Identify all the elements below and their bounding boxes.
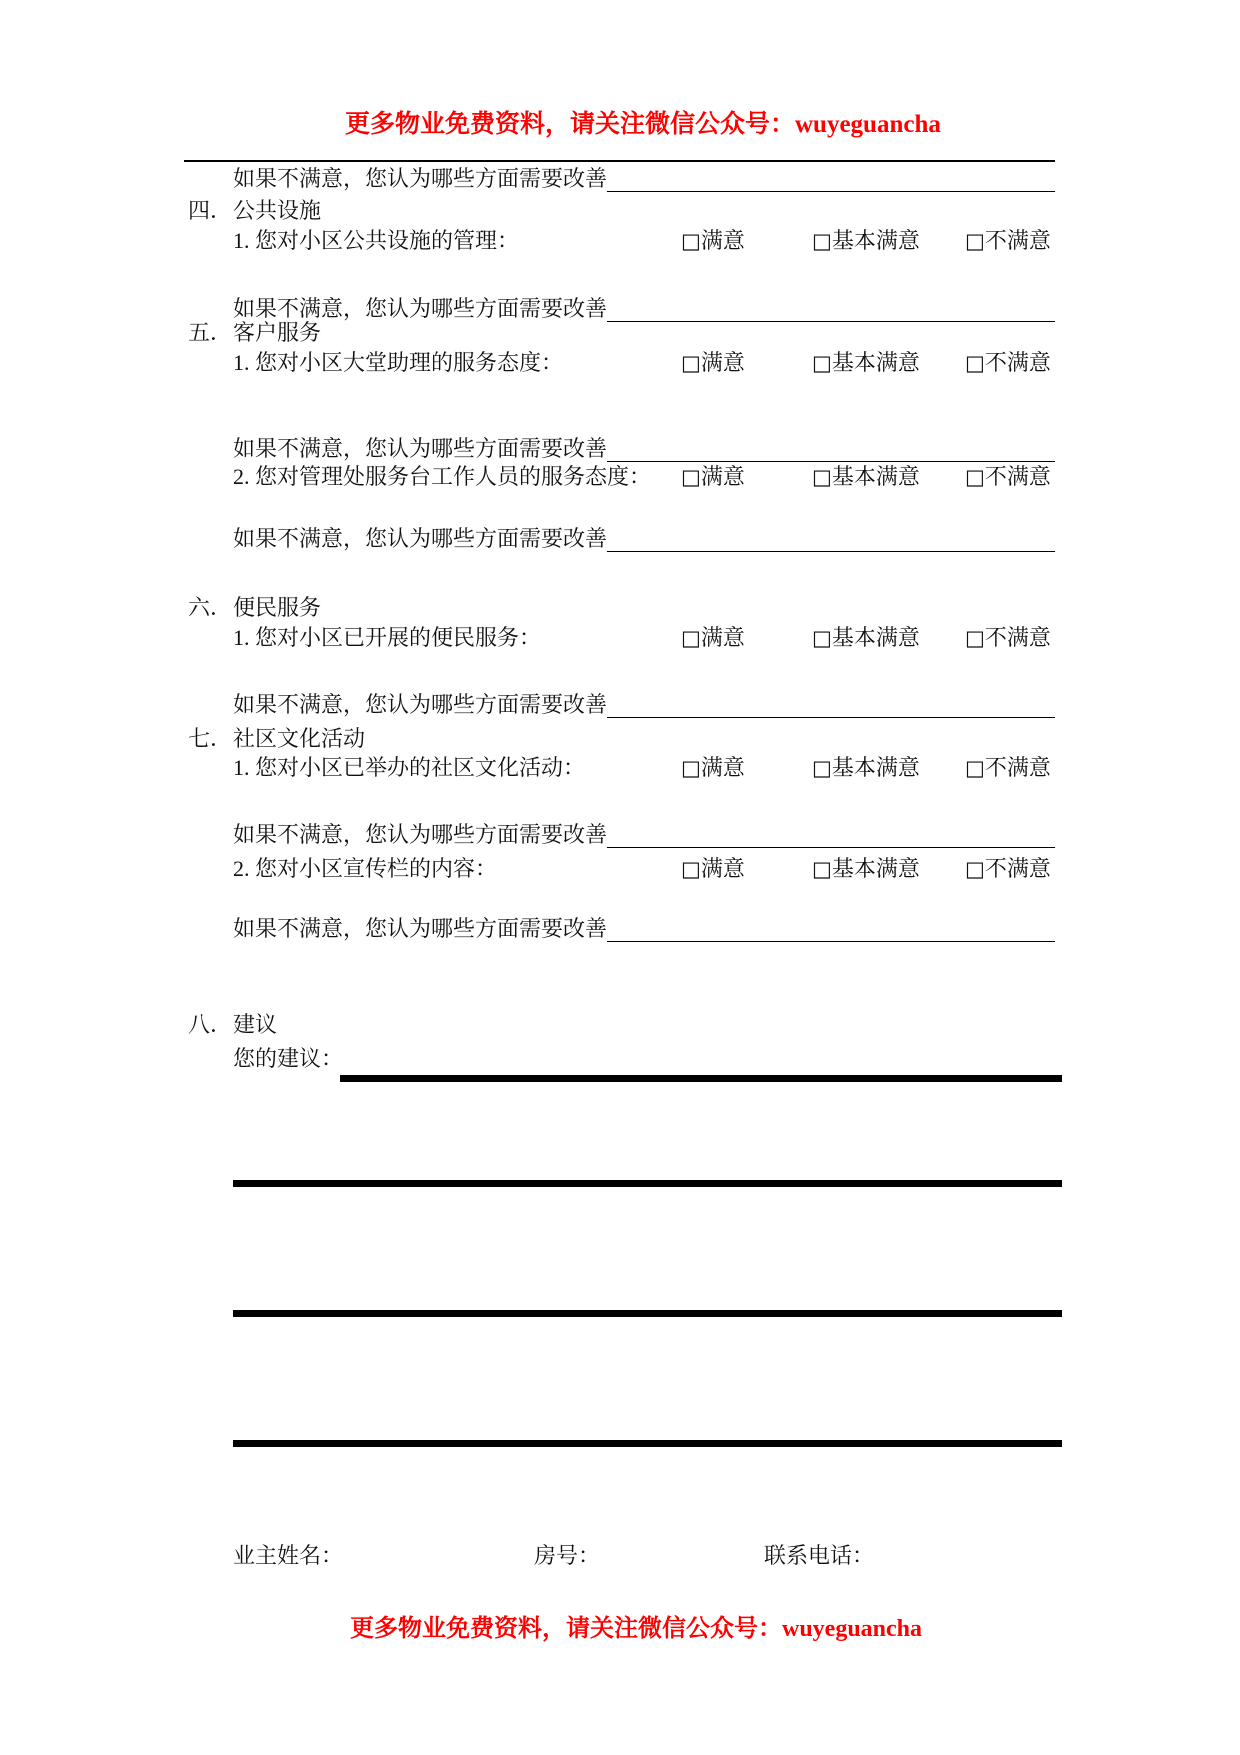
option-label: 满意: [700, 755, 745, 780]
header-promo-text: 更多物业免费资料，请关注微信公众号：wuyeguancha: [345, 111, 941, 138]
improve-prompt: 如果不满意，您认为哪些方面需要改善: [233, 916, 608, 941]
checkbox-option-satisfied[interactable]: [681, 228, 745, 254]
suggestion-line-2[interactable]: [233, 1180, 1062, 1187]
improve-row: [233, 436, 1055, 462]
checkbox-option-satisfied[interactable]: [681, 625, 745, 651]
checkbox-icon: □: [965, 756, 985, 780]
checkbox-icon: □: [681, 626, 701, 650]
checkbox-icon: □: [812, 351, 832, 375]
checkbox-option-satisfied[interactable]: [681, 755, 745, 781]
top-rule: [184, 160, 1055, 162]
checkbox-option-unsatisfied[interactable]: [965, 350, 1051, 376]
question-7-2: 2. 您对小区宣传栏的内容：: [233, 856, 498, 881]
improve-prompt: 如果不满意，您认为哪些方面需要改善: [233, 526, 608, 551]
option-label: 不满意: [984, 856, 1051, 881]
checkbox-icon: □: [681, 756, 701, 780]
option-label: 基本满意: [831, 350, 920, 375]
checkbox-icon: □: [681, 465, 701, 489]
checkbox-icon: □: [965, 229, 985, 253]
section-7-number: 七．: [188, 726, 233, 751]
question-5-1: 1. 您对小区大堂助理的服务态度：: [233, 350, 564, 375]
checkbox-icon: □: [812, 465, 832, 489]
room-no-label: 房号：: [534, 1543, 601, 1568]
option-label: 基本满意: [831, 228, 920, 253]
improve-blank[interactable]: [607, 919, 1055, 942]
option-label: 基本满意: [831, 755, 920, 780]
checkbox-icon: □: [965, 857, 985, 881]
improve-row: [233, 526, 1055, 552]
checkbox-option-unsatisfied[interactable]: [965, 625, 1051, 651]
improve-blank[interactable]: [607, 695, 1055, 718]
phone-label: 联系电话：: [764, 1543, 875, 1568]
improve-row: [233, 166, 1055, 192]
checkbox-option-basically-satisfied[interactable]: [812, 755, 920, 781]
question-5-2: 2. 您对管理处服务台工作人员的服务态度：: [233, 464, 652, 489]
improve-prompt: 如果不满意，您认为哪些方面需要改善: [233, 692, 608, 717]
section-8-number: 八．: [188, 1012, 233, 1037]
checkbox-icon: □: [681, 351, 701, 375]
section-4-title: 公共设施: [233, 198, 322, 223]
improve-prompt: 如果不满意，您认为哪些方面需要改善: [233, 436, 608, 461]
suggestion-label: 您的建议：: [233, 1046, 344, 1071]
improve-row: [233, 822, 1055, 848]
section-5-number: 五．: [188, 320, 233, 345]
checkbox-icon: □: [965, 465, 985, 489]
section-8-title: 建议: [233, 1012, 278, 1037]
section-7-title: 社区文化活动: [233, 726, 366, 751]
question-7-1: 1. 您对小区已举办的社区文化活动：: [233, 755, 586, 780]
option-label: 不满意: [984, 464, 1051, 489]
question-6-1: 1. 您对小区已开展的便民服务：: [233, 625, 542, 650]
checkbox-option-unsatisfied[interactable]: [965, 228, 1051, 254]
checkbox-option-basically-satisfied[interactable]: [812, 625, 920, 651]
checkbox-icon: □: [681, 229, 701, 253]
improve-prompt: 如果不满意，您认为哪些方面需要改善: [233, 822, 608, 847]
option-label: 不满意: [984, 755, 1051, 780]
checkbox-icon: □: [681, 857, 701, 881]
option-label: 满意: [700, 350, 745, 375]
improve-blank[interactable]: [607, 299, 1055, 322]
question-4-1: 1. 您对小区公共设施的管理：: [233, 228, 520, 253]
checkbox-option-satisfied[interactable]: [681, 856, 745, 882]
improve-row: [233, 692, 1055, 718]
improve-row: [233, 916, 1055, 942]
checkbox-icon: □: [812, 756, 832, 780]
section-6-title: 便民服务: [233, 595, 322, 620]
checkbox-icon: □: [965, 351, 985, 375]
suggestion-line-1[interactable]: [340, 1075, 1062, 1082]
checkbox-icon: □: [965, 626, 985, 650]
option-label: 不满意: [984, 228, 1051, 253]
checkbox-option-satisfied[interactable]: [681, 464, 745, 490]
section-4-number: 四．: [188, 198, 233, 223]
checkbox-icon: □: [812, 229, 832, 253]
checkbox-option-unsatisfied[interactable]: [965, 464, 1051, 490]
checkbox-option-basically-satisfied[interactable]: [812, 464, 920, 490]
checkbox-option-basically-satisfied[interactable]: [812, 228, 920, 254]
improve-prompt: 如果不满意，您认为哪些方面需要改善: [233, 166, 608, 191]
checkbox-icon: □: [812, 857, 832, 881]
improve-blank[interactable]: [607, 529, 1055, 552]
checkbox-icon: □: [812, 626, 832, 650]
checkbox-option-satisfied[interactable]: [681, 350, 745, 376]
option-label: 满意: [700, 464, 745, 489]
checkbox-option-basically-satisfied[interactable]: [812, 856, 920, 882]
option-label: 满意: [700, 625, 745, 650]
checkbox-option-unsatisfied[interactable]: [965, 755, 1051, 781]
footer-promo-text: 更多物业免费资料，请关注微信公众号：wuyeguancha: [350, 1616, 923, 1642]
improve-blank[interactable]: [607, 169, 1055, 192]
option-label: 满意: [700, 856, 745, 881]
section-6-number: 六．: [188, 595, 233, 620]
owner-name-label: 业主姓名：: [233, 1543, 344, 1568]
improve-blank[interactable]: [607, 439, 1055, 462]
option-label: 不满意: [984, 625, 1051, 650]
option-label: 满意: [700, 228, 745, 253]
section-5-title: 客户服务: [233, 320, 322, 345]
checkbox-option-unsatisfied[interactable]: [965, 856, 1051, 882]
option-label: 不满意: [984, 350, 1051, 375]
improve-row: [233, 296, 1055, 322]
option-label: 基本满意: [831, 625, 920, 650]
option-label: 基本满意: [831, 464, 920, 489]
checkbox-option-basically-satisfied[interactable]: [812, 350, 920, 376]
suggestion-line-4[interactable]: [233, 1440, 1062, 1447]
suggestion-line-3[interactable]: [233, 1310, 1062, 1317]
option-label: 基本满意: [831, 856, 920, 881]
improve-blank[interactable]: [607, 825, 1055, 848]
improve-prompt: 如果不满意，您认为哪些方面需要改善: [233, 296, 608, 321]
